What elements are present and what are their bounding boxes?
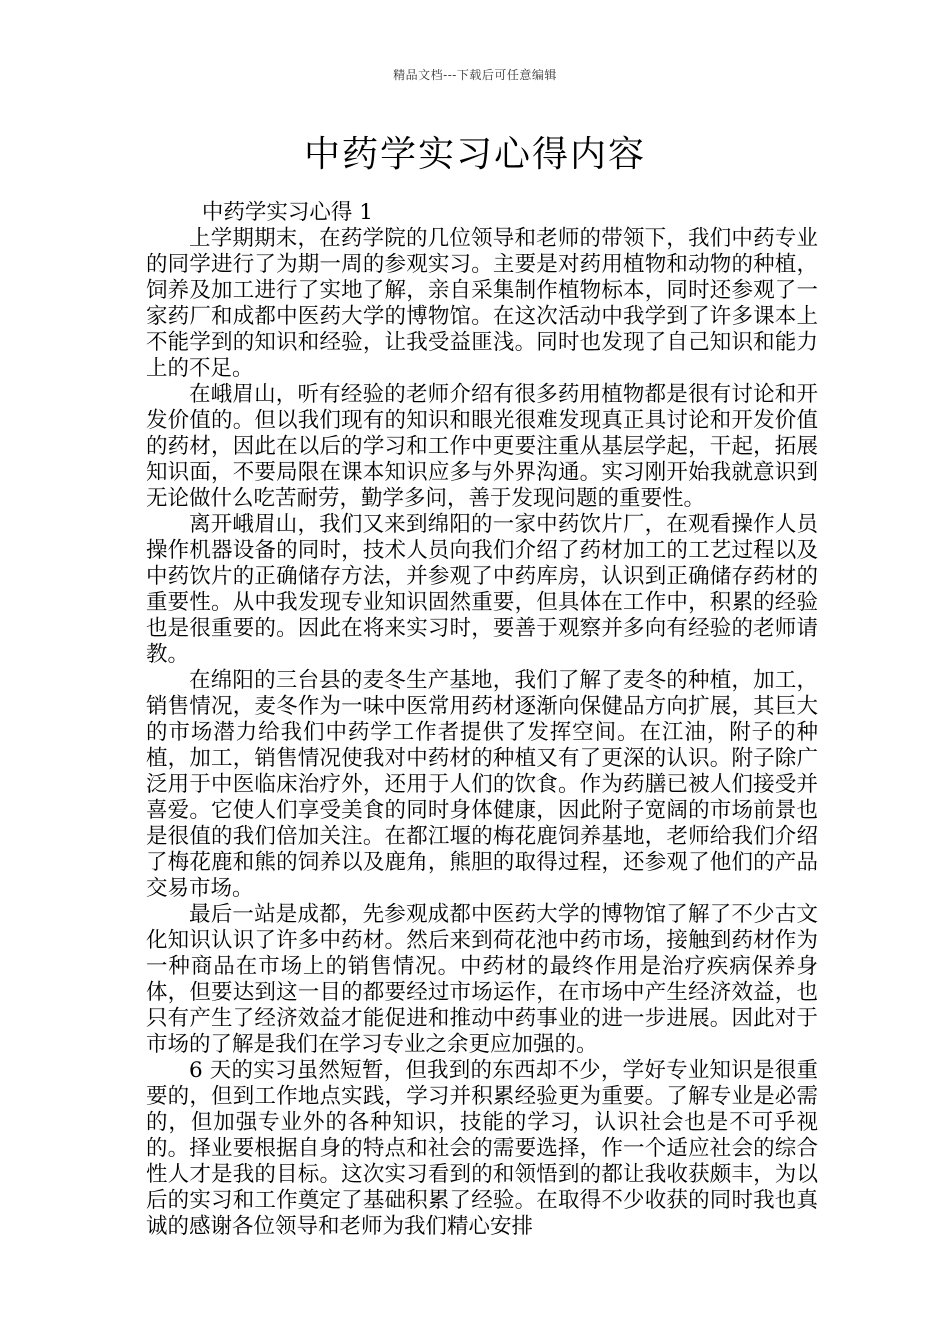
paragraph: 最后一站是成都，先参观成都中医药大学的博物馆了解了不少古文化知识认识了许多中药材。然后来到荷花池中药市场，接触到药材作为一种商品在市场上的销售情况。中药材的最终作用是治疗疾病保养身体，但要达到这一目的都要经过市场运作，在市场中产生经济效益，也只有产生了经济效益才能促进和推动中药事业的进一步进展。因此对于市场的了解是我们在学习专业之余更应加强的。 [146,902,818,1057]
paragraph: 上学期期末，在药学院的几位领导和老师的带领下，我们中药专业的同学进行了为期一周的参观实习。主要是对药用植物和动物的种植，饲养及加工进行了实地了解，亲自采集制作植物标本，同时还参观了一家药厂和成都中医药大学的博物馆。在这次活动中我学到了许多课本上不能学到的知识和经验，让我受益匪浅。同时也发现了自己知识和能力上的不足。 [146,226,818,381]
section-subheading: 中药学实习心得 1 [201,200,373,225]
paragraph: 在峨眉山，听有经验的老师介绍有很多药用植物都是很有讨论和开发价值的。但以我们现有的知识和眼光很难发现真正具讨论和开发价值的药材，因此在以后的学习和工作中更要注重从基层学起，干起，拓展知识面，不要局限在课本知识应多与外界沟通。实习刚开始我就意识到无论做什么吃苦耐劳，勤学多问，善于发现问题的重要性。 [146,382,818,511]
document-body [146,200,818,1240]
paragraph: 在绵阳的三台县的麦冬生产基地，我们了解了麦冬的种植，加工，销售情况，麦冬作为一味中医常用药材逐渐向保健品方向扩展，其巨大的市场潜力给我们中药学工作者提供了发挥空间。在江油，附子的种植，加工，销售情况使我对中药材的种植又有了更深的认识。附子除广泛用于中医临床治疗外，还用于人们的饮食。作为药膳已被人们接受并喜爱。它使人们享受美食的同时身体健康，因此附子宽阔的市场前景也是很值的我们倍加关注。在都江堰的梅花鹿饲养基地，老师给我们介绍了梅花鹿和熊的饲养以及鹿角，熊胆的取得过程，还参观了他们的产品交易市场。 [146,668,818,901]
paragraph: 6 天的实习虽然短暂，但我到的东西却不少，学好专业知识是很重要的，但到工作地点实践，学习并积累经验更为重要。了解专业是必需的，但加强专业外的各种知识，技能的学习，认识社会也是不可乎视的。择业要根据自身的特点和社会的需要选择，作一个适应社会的综合性人才是我的目标。这次实习看到的和领悟到的都让我收获颇丰，为以后的实习和工作奠定了基础积累了经验。在取得不少收获的同时我也真诚的感谢各位领导和老师为我们精心安排 [146,1058,818,1239]
paragraph: 离开峨眉山，我们又来到绵阳的一家中药饮片厂，在观看操作人员操作机器设备的同时，技术人员向我们介绍了药材加工的工艺过程以及中药饮片的正确储存方法，并参观了中药库房，认识到正确储存药材的重要性。从中我发现专业知识固然重要，但具体在工作中，积累的经验也是很重要的。因此在将来实习时，要善于观察并多向有经验的老师请教。 [146,512,818,667]
header-note: 精品文档---下载后可任意编辑 [393,68,557,82]
page-title: 中药学实习心得内容 [303,134,646,175]
